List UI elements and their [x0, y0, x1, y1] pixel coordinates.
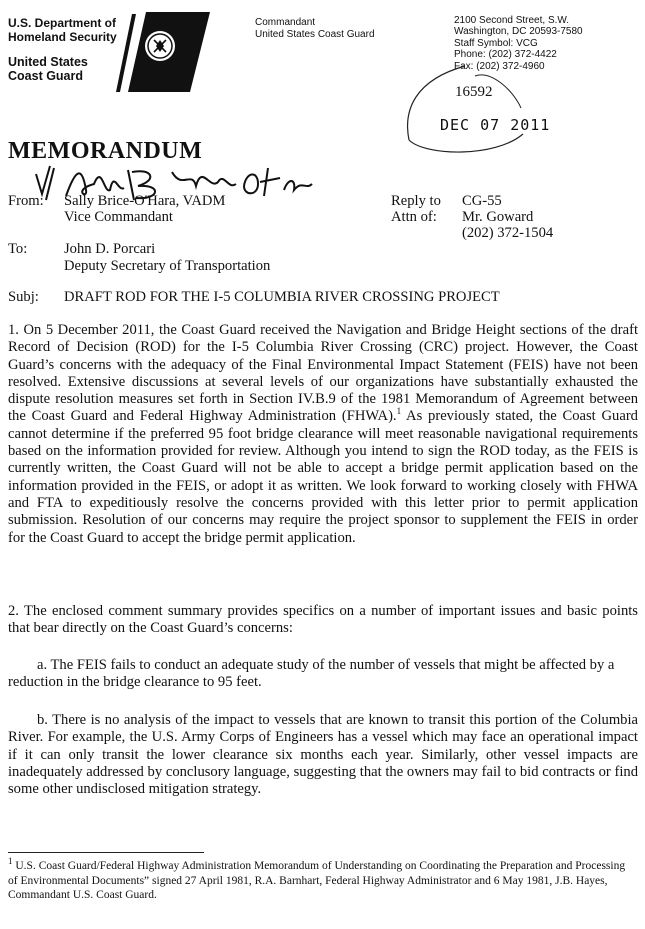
to-title: Deputy Secretary of Transportation [64, 258, 271, 274]
commandant-line-1: Commandant [255, 17, 316, 28]
paragraph-2b: b. There is no analysis of the impact to vessels that are known to transit this portion of the Columbia River. For example, the U.S. Army Corps of Engineers has a vessel which may face an operational impact if it can only transit the lower clearance six months each year. Similarly, other vessel impacts are inadequately addressed by conclusory language, suggesting that the owners may fail to bid contracts or find some other undisclosed mitigation strategy. [8, 712, 638, 798]
address-line: Phone: (202) 372-4422 [454, 49, 557, 61]
from-name: Sally Brice-O'Hara, VADM [64, 193, 226, 209]
footnote-text: U.S. Coast Guard/Federal Highway Administration Memorandum of Understanding on Coordinating the Preparation and Processing of Environmental Documents” signed 27 April 1981, R.A. Barnhart, Federal Highway Administrator and 6 May 1981, J.B. Hayes, Commandant U.S. Coast Guard. [8, 860, 626, 902]
paragraph-1-part-b: As previously stated, the Coast Guard cannot determine if the preferred 95 foot bridge clearance will meet reasonable navigational requirements based on the information provided for review. Although you intend to sign the ROD today, as the FEIS is currently written, the Coast Guard will not be able to accept a bridge permit application based on the information provided in the FEIS, or adopt it as written. We look forward to working closely with FHWA and FTA to expeditiously resolve the concerns provided with this letter prior to permit application submission. Resolution of our concerns may require the project sponsor to supplement the FEIS in order for the Coast Guard to accept the bridge permit application. [8, 408, 638, 546]
stamp-number: 16592 [455, 84, 493, 100]
received-stamp-icon [395, 60, 535, 160]
paragraph-1 [8, 322, 638, 547]
coast-guard-line-2: Coast Guard [8, 69, 84, 83]
footnote [8, 856, 633, 903]
coast-guard-name [8, 55, 88, 83]
address-line: Staff Symbol: VCG [454, 37, 538, 49]
reply-to-value: CG-55 [462, 193, 502, 209]
from-title: Vice Commandant [64, 209, 173, 225]
memo-title: MEMORANDUM [8, 138, 203, 164]
department-line-1: U.S. Department of [8, 16, 117, 30]
footnote-divider [8, 852, 204, 853]
to-name: John D. Porcari [64, 241, 156, 257]
subject-value: DRAFT ROD FOR THE I-5 COLUMBIA RIVER CROSSING PROJECT [64, 289, 500, 305]
attn-phone: (202) 372-1504 [462, 225, 554, 241]
address-line: 2100 Second Street, S.W. [454, 15, 570, 26]
commandant-line-2: United States Coast Guard [255, 29, 375, 40]
department-line-2: Homeland Security [8, 30, 117, 44]
to-label: To: [8, 241, 28, 257]
attn-of-label: Attn of: [391, 209, 437, 225]
coast-guard-emblem-icon [112, 12, 210, 94]
footnote-marker: 1 [8, 856, 13, 867]
paragraph-2: 2. The enclosed comment summary provides specifics on a number of important issues and basic points that bear directly on the Coast Guard’s concerns: [8, 603, 638, 637]
paragraph-2a: a. The FEIS fails to conduct an adequate study of the number of vessels that might be affected by a reduction in the bridge clearance to 95 feet. [8, 657, 615, 691]
reply-to-label: Reply to [391, 193, 441, 209]
address-line: Washington, DC 20593-7580 [454, 26, 583, 38]
paragraph-1-part-a: 1. On 5 December 2011, the Coast Guard received the Navigation and Bridge Height sections of the draft Record of Decision (ROD) for the I-5 Columbia River Crossing (CRC) project. However, the Coast Guard’s concerns with the adequacy of the Final Environmental Impact Statement (FEIS) have not been resolved. Extensive discussions at several levels of our organizations have substantially exhausted the dispute resolution measures set forth in Section IV.B.9 of the 1981 Memorandum of Agreement between the Coast Guard and Federal Highway Administration (FHWA). [8, 322, 638, 425]
subject-label: Subj: [8, 289, 39, 305]
stamp-date: DEC 07 2011 [440, 116, 551, 134]
footnote-reference: 1 [396, 406, 402, 417]
from-label: From: [8, 193, 44, 209]
department-name [8, 16, 117, 44]
attn-of-value: Mr. Goward [462, 209, 534, 225]
commandant-block [255, 17, 375, 41]
coast-guard-line-1: United States [8, 55, 88, 69]
address-line: Fax: (202) 372-4960 [454, 60, 545, 72]
